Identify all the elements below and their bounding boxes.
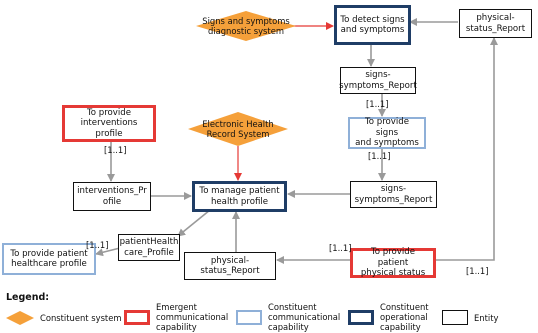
entity-physical-status-report-bottom[interactable] <box>184 252 276 280</box>
constituent-system-signs-symptoms <box>196 11 296 41</box>
entity-interventions-profile[interactable] <box>73 182 151 211</box>
edge-manage-to-healthcare <box>178 210 210 236</box>
entity-signs-symptoms-report-2[interactable] <box>350 181 437 208</box>
legend-constituent-swatch <box>236 310 262 325</box>
entity-physical-status-report-top[interactable] <box>459 9 532 38</box>
entity-patient-healthcare-profile[interactable] <box>118 234 180 261</box>
node-label: signs- symptoms_Report <box>339 70 417 91</box>
capability-provide-patient-healthcare[interactable] <box>2 243 96 275</box>
entity-signs-symptoms-report-1[interactable] <box>340 67 416 94</box>
legend-emergent-swatch <box>124 310 150 325</box>
node-label: To provide signs and symptoms <box>355 117 419 149</box>
node-label: To detect signs and symptoms <box>340 14 405 35</box>
node-label: physical- status_Report <box>200 255 260 276</box>
capability-provide-physical-status[interactable] <box>350 248 436 278</box>
capability-manage-patient-profile[interactable] <box>192 181 287 212</box>
capability-detect-signs[interactable] <box>334 5 411 45</box>
node-label: To provide patient healthcare profile <box>10 248 88 269</box>
constituent-system-ehr <box>188 112 288 146</box>
multiplicity-physical-status: [1..1] <box>329 243 352 253</box>
multiplicity-provide-signs: [1..1] <box>368 151 391 161</box>
multiplicity-right-line: [1..1] <box>466 266 489 276</box>
constituent-system-label: Signs and symptoms diagnostic system <box>202 16 290 36</box>
capability-provide-signs[interactable] <box>348 117 426 149</box>
node-label: physical- status_Report <box>465 13 526 34</box>
multiplicity-interventions: [1..1] <box>104 145 127 155</box>
node-label: patientHealth care_Profile <box>119 237 179 258</box>
node-label: To provide interventions profile <box>80 107 138 139</box>
node-label: To provide patient physical status <box>360 247 426 279</box>
multiplicity-patient-healthcare: [1..1] <box>86 240 109 250</box>
legend-operational-swatch <box>348 310 374 325</box>
constituent-system-label: Electronic Health Record System <box>202 119 274 139</box>
edge-physical-status-to-top-report <box>436 38 494 260</box>
node-label: interventions_Pr ofile <box>77 186 147 207</box>
legend-diamond-icon <box>6 311 34 325</box>
legend-entity: Entity <box>474 313 499 323</box>
multiplicity-signs-report: [1..1] <box>366 99 389 109</box>
legend-title: Legend: <box>6 292 50 303</box>
legend-entity-swatch <box>442 310 468 325</box>
node-label: signs- symptoms_Report <box>354 184 433 205</box>
legend-emergent: Emergent communicational capability <box>156 302 229 332</box>
legend-constituent-operational: Constituent operational capability <box>380 302 429 332</box>
node-label: To manage patient health profile <box>199 186 280 207</box>
capability-provide-interventions[interactable] <box>62 105 156 142</box>
legend-constituent-communicational: Constituent communicational capability <box>268 302 341 332</box>
legend-constituent-system: Constituent system <box>40 313 122 323</box>
